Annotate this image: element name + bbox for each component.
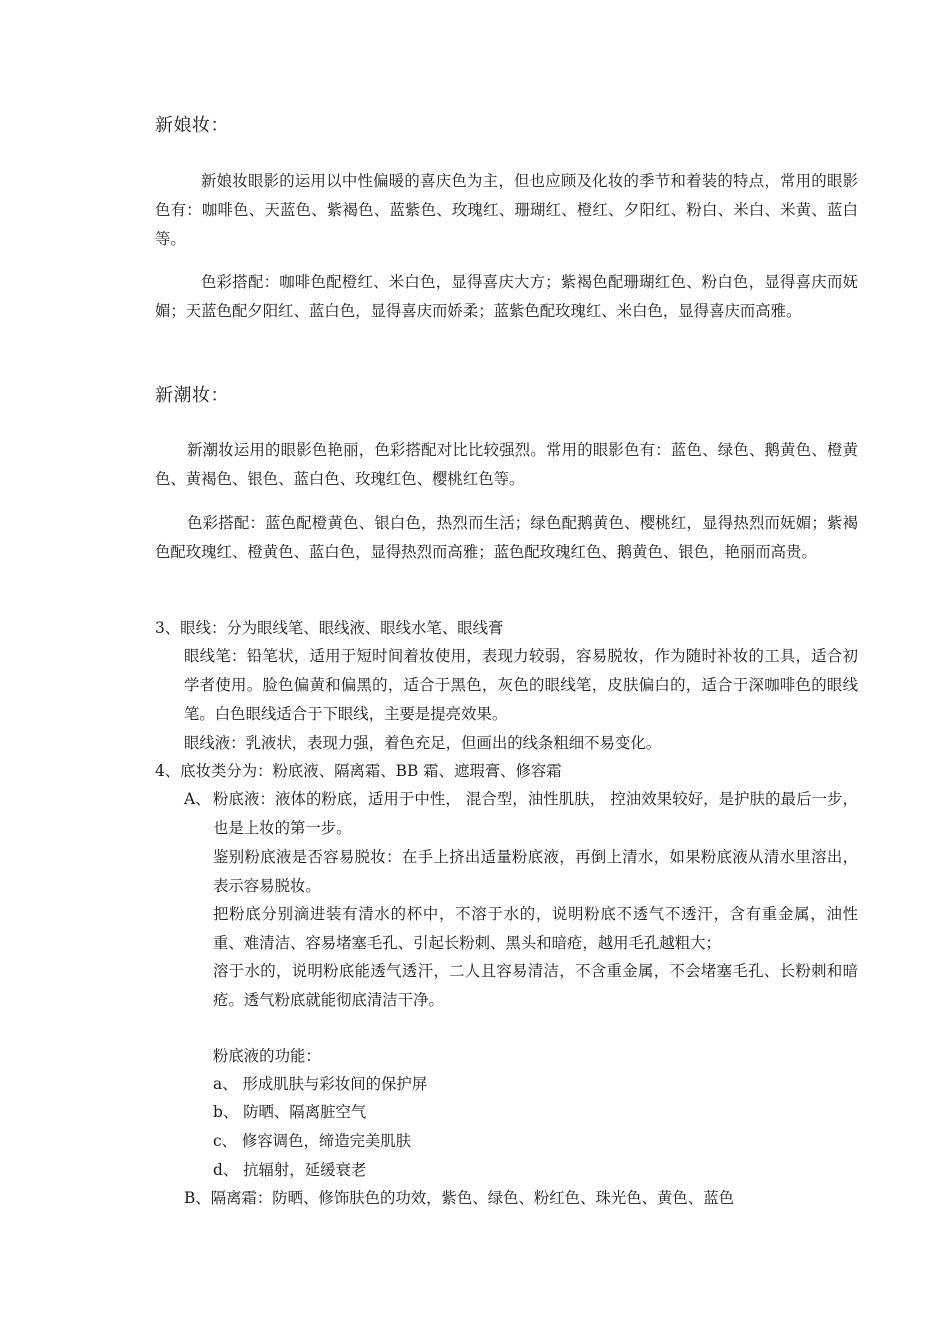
trendy-heading: 新潮妆： <box>155 385 229 406</box>
function-item: d、 抗辐射，延缓衰老 <box>213 1161 367 1179</box>
primer-line: B、隔离霜：防晒、修饰肤色的功效，紫色、绿色、粉红色、珠光色、黄色、蓝色 <box>184 1189 734 1207</box>
foundation-test-1: 鉴别粉底液是否容易脱妆：在手上挤出适量粉底液，再倒上清水，如果粉底液从清水里溶出，表示容易脱妆。 <box>213 848 858 895</box>
bridal-heading: 新娘妆： <box>155 115 229 136</box>
foundation-test-2: 把粉底分别滴进装有清水的杯中，不溶于水的，说明粉底不透气不透汗，含有重金属，油性重、难清洁、容易堵塞毛孔、引起长粉刺、黑头和暗疮，越用毛孔越粗大； <box>213 905 858 952</box>
eyeliner-pencil-text: 眼线笔：铅笔状，适用于短时间着妆使用，表现力较弱，容易脱妆，作为随时补妆的工具，适合初学者使用。脸色偏黄和偏黑的，适合于黑色，灰色的眼线笔，皮肤偏白的，适合于深咖啡色的眼线笔。白色眼线适合于下眼线，主要是提亮效果。 <box>184 647 858 723</box>
function-item: a、 形成肌肤与彩妆间的保护屏 <box>213 1075 428 1093</box>
bridal-paragraph-2: 色彩搭配：咖啡色配橙红、米白色，显得喜庆大方；紫褐色配珊瑚红色、粉白色，显得喜庆而妩媚；天蓝色配夕阳红、蓝白色，显得喜庆而娇柔；蓝紫色配玫瑰红、米白色，显得喜庆而高雅。 <box>155 273 858 320</box>
function-item: b、 防晒、隔离脏空气 <box>213 1103 367 1121</box>
foundation-label: A、 <box>184 790 211 808</box>
foundation-test-3: 溶于水的，说明粉底能透气透汗，二人且容易清洁，不含重金属，不会堵塞毛孔、长粉刺和暗疮。透气粉底就能彻底清洁干净。 <box>213 962 858 1009</box>
trendy-paragraph-1: 新潮妆运用的眼影色艳丽，色彩搭配对比比较强烈。常用的眼影色有：蓝色、绿色、鹅黄色、橙黄色、黄褐色、银色、蓝白色、玫瑰红色、樱桃红色等。 <box>155 441 858 488</box>
functions-title: 粉底液的功能： <box>213 1047 321 1065</box>
trendy-paragraph-2: 色彩搭配：蓝色配橙黄色、银白色，热烈而生活；绿色配鹅黄色、樱桃红，显得热烈而妩媚；紫褐色配玫瑰红、橙黄色、蓝白色，显得热烈而高雅；蓝色配玫瑰红色、鹅黄色、银色，艳丽而高贵。 <box>155 514 858 561</box>
function-item: c、 修容调色，缔造完美肌肤 <box>213 1132 412 1150</box>
eyeliner-liquid-text: 眼线液：乳液状，表现力强，着色充足，但画出的线条粗细不易变化。 <box>184 734 662 752</box>
eyeliner-title: 3、眼线：分为眼线笔、眼线液、眼线水笔、眼线膏 <box>155 619 504 637</box>
bridal-paragraph-1: 新娘妆眼影的运用以中性偏暖的喜庆色为主，但也应顾及化妆的季节和着装的特点，常用的眼影色有：咖啡色、天蓝色、紫褐色、蓝紫色、玫瑰红、珊瑚红、橙红、夕阳红、粉白、米白、米黄、蓝白等。 <box>155 172 858 248</box>
foundation-description: 粉底液：液体的粉底，适用于中性， 混合型，油性肌肤， 控油效果较好，是护肤的最后一步，也是上妆的第一步。 <box>213 790 858 837</box>
base-makeup-title: 4、底妆类分为：粉底液、隔离霜、BB 霜、遮瑕膏、修容霜 <box>155 762 562 780</box>
